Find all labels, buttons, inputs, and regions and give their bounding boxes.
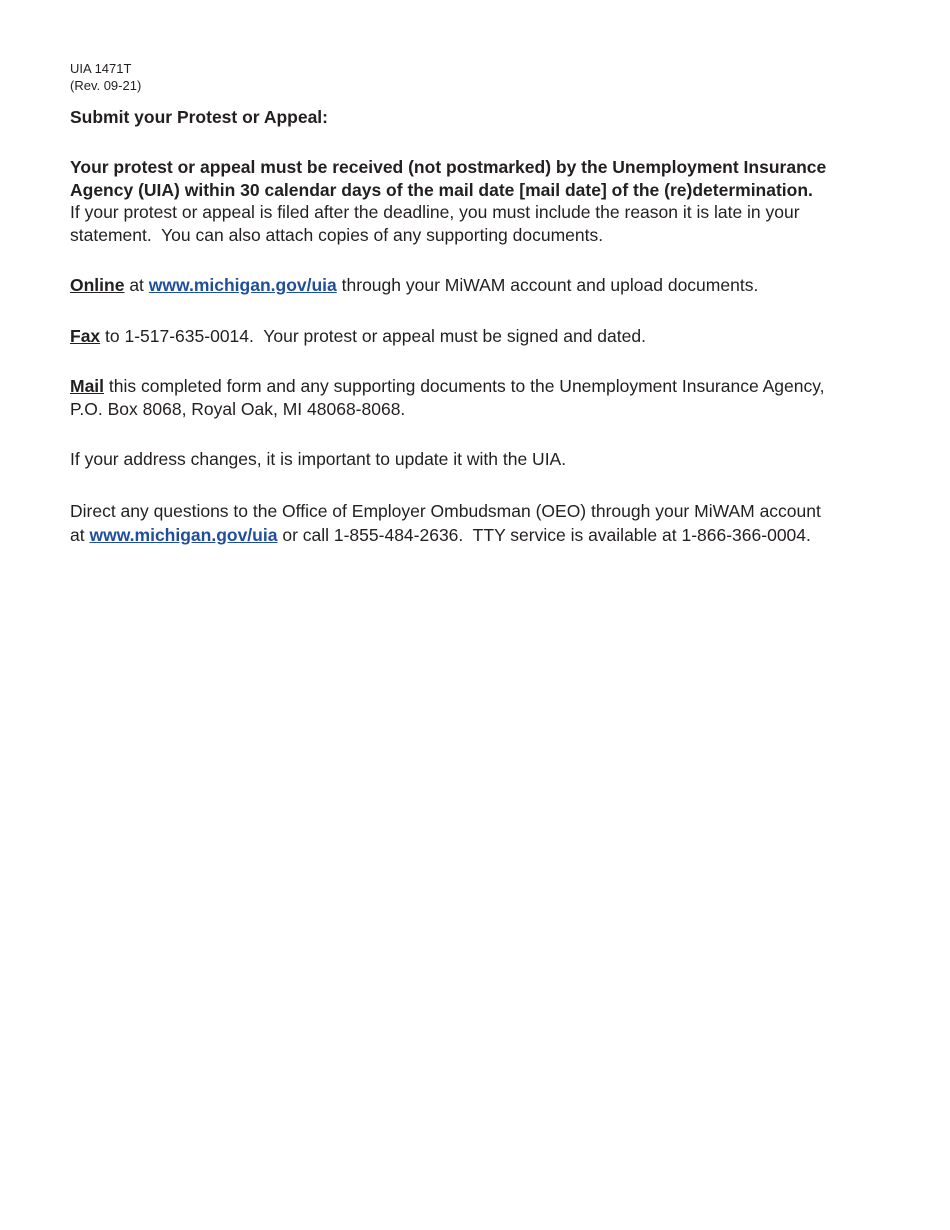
document-page: [70, 60, 830, 547]
questions-uia-link[interactable]: www.michigan.gov/uia: [89, 524, 278, 545]
online-uia-link[interactable]: www.michigan.gov/uia: [148, 275, 337, 295]
fax-label: Fax: [70, 325, 101, 346]
address-note: If your address changes, it is important to update it with the UIA.: [70, 449, 567, 469]
online-pre-text: at: [124, 275, 149, 295]
fax-text: to 1-517-635-0014. Your protest or appeal must be signed and dated.: [100, 325, 646, 346]
online-post-text: through your MiWAM account and upload documents.: [336, 275, 759, 295]
section-heading: Submit your Protest or Appeal:: [70, 107, 328, 127]
online-paragraph: [70, 274, 830, 297]
form-header: [70, 60, 830, 94]
form-revision: (Rev. 09-21): [70, 78, 142, 93]
questions-paragraph: [70, 499, 830, 547]
mail-text: this completed form and any supporting documents to the Unemployment Insurance Agency, P.O. Box 8068, Royal Oak, MI 48068-8068.: [70, 376, 830, 419]
questions-post-text: or call 1-855-484-2636. TTY service is available at 1-866-366-0004.: [277, 524, 811, 545]
deadline-paragraph: [70, 156, 830, 246]
mail-paragraph: [70, 375, 830, 420]
mail-label: Mail: [70, 376, 105, 396]
form-number: UIA 1471T: [70, 61, 132, 76]
online-label: Online: [70, 275, 125, 295]
fax-paragraph: [70, 325, 830, 348]
deadline-bold-text: Your protest or appeal must be received (not postmarked) by the Unemployment Insurance Agency (UIA) within 30 calendar days of the mail date [mail date] of the (re)determination.: [70, 157, 827, 200]
questions-pre-text: Direct any questions to the Office of Employer Ombudsman (OEO) through your MiWAM account at: [70, 500, 826, 545]
deadline-text: If your protest or appeal is filed after the deadline, you must include the reason it is late in your statement. You can also attach copies of any supporting documents.: [70, 179, 823, 245]
